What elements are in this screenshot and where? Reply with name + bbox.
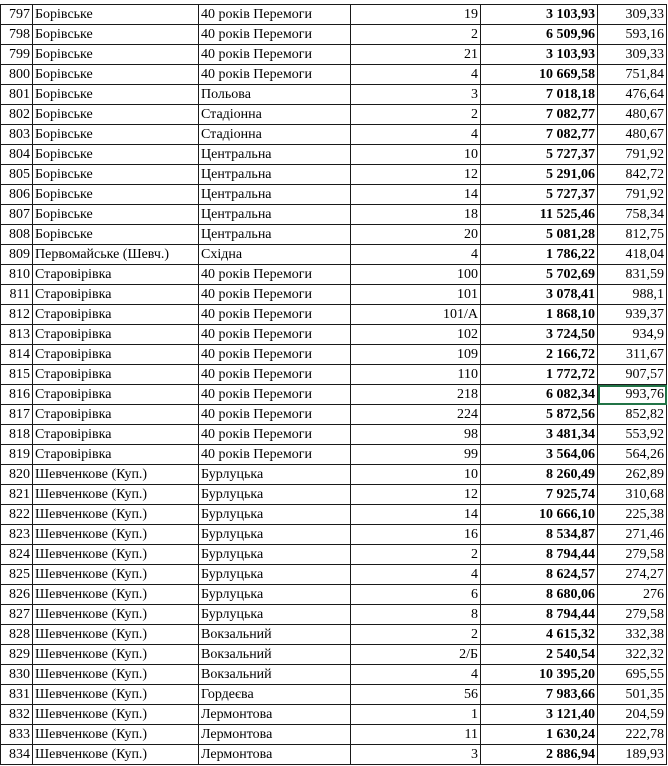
- street-cell[interactable]: 40 років Перемоги: [199, 425, 351, 445]
- table-row: [1, 265, 667, 285]
- settlement-cell[interactable]: Шевченкове (Куп.): [33, 645, 199, 665]
- street-cell[interactable]: Вокзальний: [199, 645, 351, 665]
- row-number-cell[interactable]: 833: [1, 725, 33, 745]
- row-number-cell[interactable]: 807: [1, 205, 33, 225]
- house-number-cell[interactable]: 14: [351, 505, 481, 525]
- row-number-cell[interactable]: 830: [1, 665, 33, 685]
- tariff-cell[interactable]: 812,75: [598, 225, 667, 245]
- house-number-cell[interactable]: 2: [351, 105, 481, 125]
- settlement-cell[interactable]: Шевченкове (Куп.): [33, 565, 199, 585]
- row-number-cell[interactable]: 800: [1, 65, 33, 85]
- amount-cell[interactable]: 4 615,32: [481, 625, 598, 645]
- house-number-cell[interactable]: 12: [351, 165, 481, 185]
- settlement-cell[interactable]: Старовірівка: [33, 265, 199, 285]
- house-number-cell[interactable]: 2: [351, 625, 481, 645]
- house-number-cell[interactable]: 4: [351, 125, 481, 145]
- amount-cell[interactable]: 5 727,37: [481, 145, 598, 165]
- settlement-cell[interactable]: Старовірівка: [33, 345, 199, 365]
- row-number-cell[interactable]: 799: [1, 45, 33, 65]
- amount-cell[interactable]: 3 103,93: [481, 45, 598, 65]
- street-cell[interactable]: Центральна: [199, 145, 351, 165]
- tariff-cell[interactable]: 274,27: [598, 565, 667, 585]
- table-row: [1, 685, 667, 705]
- tariff-cell[interactable]: 311,67: [598, 345, 667, 365]
- amount-cell[interactable]: 1 630,24: [481, 725, 598, 745]
- row-number-cell[interactable]: 816: [1, 385, 33, 405]
- street-cell[interactable]: 40 років Перемоги: [199, 25, 351, 45]
- settlement-cell[interactable]: Первомайське (Шевч.): [33, 245, 199, 265]
- table-row: [1, 705, 667, 725]
- house-number-cell[interactable]: 2: [351, 545, 481, 565]
- tariff-cell[interactable]: 310,68: [598, 485, 667, 505]
- house-number-cell[interactable]: 10: [351, 145, 481, 165]
- tariff-cell[interactable]: 939,37: [598, 305, 667, 325]
- tariff-cell[interactable]: 279,58: [598, 545, 667, 565]
- amount-cell[interactable]: 7 983,66: [481, 685, 598, 705]
- table-row: [1, 65, 667, 85]
- settlement-cell[interactable]: Борівське: [33, 45, 199, 65]
- tariff-cell[interactable]: 189,93: [598, 745, 667, 765]
- settlement-cell[interactable]: Борівське: [33, 185, 199, 205]
- tariff-cell[interactable]: 271,46: [598, 525, 667, 545]
- settlement-cell[interactable]: Старовірівка: [33, 365, 199, 385]
- house-number-cell[interactable]: 98: [351, 425, 481, 445]
- table-row: [1, 385, 667, 405]
- table-row: [1, 525, 667, 545]
- amount-cell[interactable]: 2 886,94: [481, 745, 598, 765]
- table-row: [1, 665, 667, 685]
- table-row: [1, 5, 667, 25]
- house-number-cell[interactable]: 101: [351, 285, 481, 305]
- house-number-cell[interactable]: 100: [351, 265, 481, 285]
- row-number-cell[interactable]: 809: [1, 245, 33, 265]
- row-number-cell[interactable]: 832: [1, 705, 33, 725]
- tariff-cell[interactable]: 480,67: [598, 105, 667, 125]
- street-cell[interactable]: 40 років Перемоги: [199, 305, 351, 325]
- tariff-cell[interactable]: 204,59: [598, 705, 667, 725]
- street-cell[interactable]: 40 років Перемоги: [199, 5, 351, 25]
- house-number-cell[interactable]: 12: [351, 485, 481, 505]
- tariff-cell[interactable]: 322,32: [598, 645, 667, 665]
- row-number-cell[interactable]: 834: [1, 745, 33, 765]
- amount-cell[interactable]: 3 724,50: [481, 325, 598, 345]
- row-number-cell[interactable]: 805: [1, 165, 33, 185]
- row-number-cell[interactable]: 806: [1, 185, 33, 205]
- table-row: [1, 425, 667, 445]
- tariff-cell[interactable]: 553,92: [598, 425, 667, 445]
- street-cell[interactable]: Лермонтова: [199, 725, 351, 745]
- tariff-cell[interactable]: 225,38: [598, 505, 667, 525]
- tariff-cell[interactable]: 791,92: [598, 185, 667, 205]
- house-number-cell[interactable]: 101/А: [351, 305, 481, 325]
- row-number-cell[interactable]: 826: [1, 585, 33, 605]
- street-cell[interactable]: 40 років Перемоги: [199, 365, 351, 385]
- amount-cell[interactable]: 3 103,93: [481, 5, 598, 25]
- street-cell[interactable]: Бурлуцька: [199, 485, 351, 505]
- row-number-cell[interactable]: 820: [1, 465, 33, 485]
- settlement-cell[interactable]: Шевченкове (Куп.): [33, 625, 199, 645]
- street-cell[interactable]: Польова: [199, 85, 351, 105]
- row-number-cell[interactable]: 824: [1, 545, 33, 565]
- house-number-cell[interactable]: 218: [351, 385, 481, 405]
- amount-cell[interactable]: 1 786,22: [481, 245, 598, 265]
- settlement-cell[interactable]: Шевченкове (Куп.): [33, 545, 199, 565]
- amount-cell[interactable]: 6 082,34: [481, 385, 598, 405]
- table-row: [1, 445, 667, 465]
- table-row: [1, 205, 667, 225]
- settlement-cell[interactable]: Старовірівка: [33, 405, 199, 425]
- settlement-cell[interactable]: Борівське: [33, 25, 199, 45]
- amount-cell[interactable]: 10 666,10: [481, 505, 598, 525]
- tariff-cell[interactable]: 758,34: [598, 205, 667, 225]
- settlement-cell[interactable]: Старовірівка: [33, 445, 199, 465]
- amount-cell[interactable]: 10 669,58: [481, 65, 598, 85]
- row-number-cell[interactable]: 810: [1, 265, 33, 285]
- amount-cell[interactable]: 3 121,40: [481, 705, 598, 725]
- row-number-cell[interactable]: 817: [1, 405, 33, 425]
- house-number-cell[interactable]: 102: [351, 325, 481, 345]
- house-number-cell[interactable]: 4: [351, 665, 481, 685]
- settlement-cell[interactable]: Борівське: [33, 165, 199, 185]
- row-number-cell[interactable]: 804: [1, 145, 33, 165]
- house-number-cell[interactable]: 3: [351, 85, 481, 105]
- table-row: [1, 185, 667, 205]
- street-cell[interactable]: Бурлуцька: [199, 505, 351, 525]
- house-number-cell[interactable]: 8: [351, 605, 481, 625]
- amount-cell[interactable]: 3 078,41: [481, 285, 598, 305]
- street-cell[interactable]: Гордеєва: [199, 685, 351, 705]
- table-row: [1, 85, 667, 105]
- street-cell[interactable]: Бурлуцька: [199, 545, 351, 565]
- house-number-cell[interactable]: 20: [351, 225, 481, 245]
- settlement-cell[interactable]: Старовірівка: [33, 285, 199, 305]
- amount-cell[interactable]: 1 868,10: [481, 305, 598, 325]
- table-row: [1, 485, 667, 505]
- tariff-cell[interactable]: 988,1: [598, 285, 667, 305]
- table-row: [1, 365, 667, 385]
- street-cell[interactable]: Бурлуцька: [199, 525, 351, 545]
- table-row: [1, 245, 667, 265]
- settlement-cell[interactable]: Борівське: [33, 85, 199, 105]
- tariff-cell[interactable]: 831,59: [598, 265, 667, 285]
- tariff-cell[interactable]: 418,04: [598, 245, 667, 265]
- street-cell[interactable]: 40 років Перемоги: [199, 405, 351, 425]
- house-number-cell[interactable]: 4: [351, 565, 481, 585]
- settlement-cell[interactable]: Шевченкове (Куп.): [33, 705, 199, 725]
- settlement-cell[interactable]: Шевченкове (Куп.): [33, 665, 199, 685]
- house-number-cell[interactable]: 19: [351, 5, 481, 25]
- spreadsheet-table: [0, 4, 667, 765]
- tariff-cell[interactable]: 276: [598, 585, 667, 605]
- house-number-cell[interactable]: 110: [351, 365, 481, 385]
- table-row: [1, 125, 667, 145]
- tariff-cell[interactable]: 309,33: [598, 5, 667, 25]
- street-cell[interactable]: Лермонтова: [199, 705, 351, 725]
- street-cell[interactable]: 40 років Перемоги: [199, 445, 351, 465]
- table-row: [1, 345, 667, 365]
- house-number-cell[interactable]: 18: [351, 205, 481, 225]
- table-row: [1, 725, 667, 745]
- table-row: [1, 505, 667, 525]
- row-number-cell[interactable]: 821: [1, 485, 33, 505]
- amount-cell[interactable]: 7 082,77: [481, 105, 598, 125]
- amount-cell[interactable]: 1 772,72: [481, 365, 598, 385]
- table-row: [1, 605, 667, 625]
- table-row: [1, 585, 667, 605]
- settlement-cell[interactable]: Старовірівка: [33, 385, 199, 405]
- settlement-cell[interactable]: Шевченкове (Куп.): [33, 525, 199, 545]
- table-row: [1, 545, 667, 565]
- street-cell[interactable]: 40 років Перемоги: [199, 265, 351, 285]
- settlement-cell[interactable]: Старовірівка: [33, 305, 199, 325]
- house-number-cell[interactable]: 56: [351, 685, 481, 705]
- tariff-cell[interactable]: 593,16: [598, 25, 667, 45]
- table-row: [1, 105, 667, 125]
- settlement-cell[interactable]: Борівське: [33, 225, 199, 245]
- table-row: [1, 645, 667, 665]
- spreadsheet-body: [1, 5, 667, 765]
- house-number-cell[interactable]: 3: [351, 745, 481, 765]
- street-cell[interactable]: 40 років Перемоги: [199, 345, 351, 365]
- settlement-cell[interactable]: Шевченкове (Куп.): [33, 605, 199, 625]
- house-number-cell[interactable]: 2/Б: [351, 645, 481, 665]
- amount-cell[interactable]: 5 081,28: [481, 225, 598, 245]
- table-row: [1, 25, 667, 45]
- tariff-cell[interactable]: 309,33: [598, 45, 667, 65]
- tariff-cell[interactable]: 842,72: [598, 165, 667, 185]
- tariff-cell[interactable]: 907,57: [598, 365, 667, 385]
- amount-cell[interactable]: 2 166,72: [481, 345, 598, 365]
- street-cell[interactable]: Бурлуцька: [199, 565, 351, 585]
- table-row: [1, 45, 667, 65]
- row-number-cell[interactable]: 808: [1, 225, 33, 245]
- amount-cell[interactable]: 2 540,54: [481, 645, 598, 665]
- tariff-cell[interactable]: 262,89: [598, 465, 667, 485]
- row-number-cell[interactable]: 798: [1, 25, 33, 45]
- row-number-cell[interactable]: 802: [1, 105, 33, 125]
- amount-cell[interactable]: 6 509,96: [481, 25, 598, 45]
- street-cell[interactable]: 40 років Перемоги: [199, 385, 351, 405]
- house-number-cell[interactable]: 4: [351, 65, 481, 85]
- settlement-cell[interactable]: Борівське: [33, 125, 199, 145]
- row-number-cell[interactable]: 803: [1, 125, 33, 145]
- street-cell[interactable]: Вокзальний: [199, 625, 351, 645]
- settlement-cell[interactable]: Борівське: [33, 145, 199, 165]
- street-cell[interactable]: Бурлуцька: [199, 465, 351, 485]
- table-row: [1, 745, 667, 765]
- row-number-cell[interactable]: 801: [1, 85, 33, 105]
- settlement-cell[interactable]: Борівське: [33, 5, 199, 25]
- row-number-cell[interactable]: 815: [1, 365, 33, 385]
- house-number-cell[interactable]: 224: [351, 405, 481, 425]
- table-row: [1, 625, 667, 645]
- amount-cell[interactable]: 10 395,20: [481, 665, 598, 685]
- row-number-cell[interactable]: 811: [1, 285, 33, 305]
- house-number-cell[interactable]: 6: [351, 585, 481, 605]
- amount-cell[interactable]: 8 260,49: [481, 465, 598, 485]
- tariff-cell[interactable]: 501,35: [598, 685, 667, 705]
- tariff-cell[interactable]: 934,9: [598, 325, 667, 345]
- row-number-cell[interactable]: 828: [1, 625, 33, 645]
- amount-cell[interactable]: 8 680,06: [481, 585, 598, 605]
- table-row: [1, 165, 667, 185]
- row-number-cell[interactable]: 829: [1, 645, 33, 665]
- row-number-cell[interactable]: 819: [1, 445, 33, 465]
- amount-cell[interactable]: 8 534,87: [481, 525, 598, 545]
- street-cell[interactable]: Центральна: [199, 225, 351, 245]
- row-number-cell[interactable]: 831: [1, 685, 33, 705]
- table-row: [1, 565, 667, 585]
- table-row: [1, 465, 667, 485]
- settlement-cell[interactable]: Шевченкове (Куп.): [33, 725, 199, 745]
- tariff-cell[interactable]: 332,38: [598, 625, 667, 645]
- tariff-cell[interactable]: 751,84: [598, 65, 667, 85]
- tariff-cell[interactable]: 852,82: [598, 405, 667, 425]
- tariff-cell[interactable]: 564,26: [598, 445, 667, 465]
- street-cell[interactable]: Стадіонна: [199, 105, 351, 125]
- tariff-cell[interactable]: 791,92: [598, 145, 667, 165]
- street-cell[interactable]: 40 років Перемоги: [199, 325, 351, 345]
- street-cell[interactable]: Вокзальний: [199, 665, 351, 685]
- house-number-cell[interactable]: 21: [351, 45, 481, 65]
- amount-cell[interactable]: 5 872,56: [481, 405, 598, 425]
- table-row: [1, 405, 667, 425]
- street-cell[interactable]: 40 років Перемоги: [199, 65, 351, 85]
- row-number-cell[interactable]: 822: [1, 505, 33, 525]
- tariff-cell[interactable]: 476,64: [598, 85, 667, 105]
- settlement-cell[interactable]: Шевченкове (Куп.): [33, 505, 199, 525]
- settlement-cell[interactable]: Борівське: [33, 205, 199, 225]
- amount-cell[interactable]: 5 291,06: [481, 165, 598, 185]
- row-number-cell[interactable]: 823: [1, 525, 33, 545]
- amount-cell[interactable]: 7 925,74: [481, 485, 598, 505]
- settlement-cell[interactable]: Борівське: [33, 105, 199, 125]
- table-row: [1, 225, 667, 245]
- amount-cell[interactable]: 8 624,57: [481, 565, 598, 585]
- street-cell[interactable]: Центральна: [199, 185, 351, 205]
- row-number-cell[interactable]: 812: [1, 305, 33, 325]
- tariff-cell[interactable]: 695,55: [598, 665, 667, 685]
- settlement-cell[interactable]: Шевченкове (Куп.): [33, 485, 199, 505]
- table-row: [1, 305, 667, 325]
- street-cell[interactable]: Стадіонна: [199, 125, 351, 145]
- amount-cell[interactable]: 11 525,46: [481, 205, 598, 225]
- row-number-cell[interactable]: 797: [1, 5, 33, 25]
- selected-cell[interactable]: 993,76: [598, 385, 667, 405]
- street-cell[interactable]: Центральна: [199, 165, 351, 185]
- tariff-cell[interactable]: 279,58: [598, 605, 667, 625]
- settlement-cell[interactable]: Шевченкове (Куп.): [33, 685, 199, 705]
- house-number-cell[interactable]: 99: [351, 445, 481, 465]
- settlement-cell[interactable]: Шевченкове (Куп.): [33, 465, 199, 485]
- row-number-cell[interactable]: 818: [1, 425, 33, 445]
- street-cell[interactable]: 40 років Перемоги: [199, 285, 351, 305]
- table-row: [1, 325, 667, 345]
- tariff-cell[interactable]: 222,78: [598, 725, 667, 745]
- house-number-cell[interactable]: 2: [351, 25, 481, 45]
- amount-cell[interactable]: 3 564,06: [481, 445, 598, 465]
- house-number-cell[interactable]: 10: [351, 465, 481, 485]
- settlement-cell[interactable]: Шевченкове (Куп.): [33, 585, 199, 605]
- settlement-cell[interactable]: Старовірівка: [33, 425, 199, 445]
- street-cell[interactable]: Бурлуцька: [199, 605, 351, 625]
- house-number-cell[interactable]: 16: [351, 525, 481, 545]
- table-row: [1, 285, 667, 305]
- amount-cell[interactable]: 3 481,34: [481, 425, 598, 445]
- settlement-cell[interactable]: Борівське: [33, 65, 199, 85]
- table-row: [1, 145, 667, 165]
- row-number-cell[interactable]: 813: [1, 325, 33, 345]
- street-cell[interactable]: Бурлуцька: [199, 585, 351, 605]
- house-number-cell[interactable]: 14: [351, 185, 481, 205]
- amount-cell[interactable]: 5 727,37: [481, 185, 598, 205]
- street-cell[interactable]: Східна: [199, 245, 351, 265]
- house-number-cell[interactable]: 109: [351, 345, 481, 365]
- row-number-cell[interactable]: 827: [1, 605, 33, 625]
- amount-cell[interactable]: 8 794,44: [481, 545, 598, 565]
- tariff-cell[interactable]: 480,67: [598, 125, 667, 145]
- amount-cell[interactable]: 7 018,18: [481, 85, 598, 105]
- row-number-cell[interactable]: 814: [1, 345, 33, 365]
- street-cell[interactable]: Лермонтова: [199, 745, 351, 765]
- house-number-cell[interactable]: 11: [351, 725, 481, 745]
- row-number-cell[interactable]: 825: [1, 565, 33, 585]
- amount-cell[interactable]: 8 794,44: [481, 605, 598, 625]
- house-number-cell[interactable]: 1: [351, 705, 481, 725]
- street-cell[interactable]: 40 років Перемоги: [199, 45, 351, 65]
- street-cell[interactable]: Центральна: [199, 205, 351, 225]
- settlement-cell[interactable]: Старовірівка: [33, 325, 199, 345]
- settlement-cell[interactable]: Шевченкове (Куп.): [33, 745, 199, 765]
- house-number-cell[interactable]: 4: [351, 245, 481, 265]
- amount-cell[interactable]: 7 082,77: [481, 125, 598, 145]
- amount-cell[interactable]: 5 702,69: [481, 265, 598, 285]
